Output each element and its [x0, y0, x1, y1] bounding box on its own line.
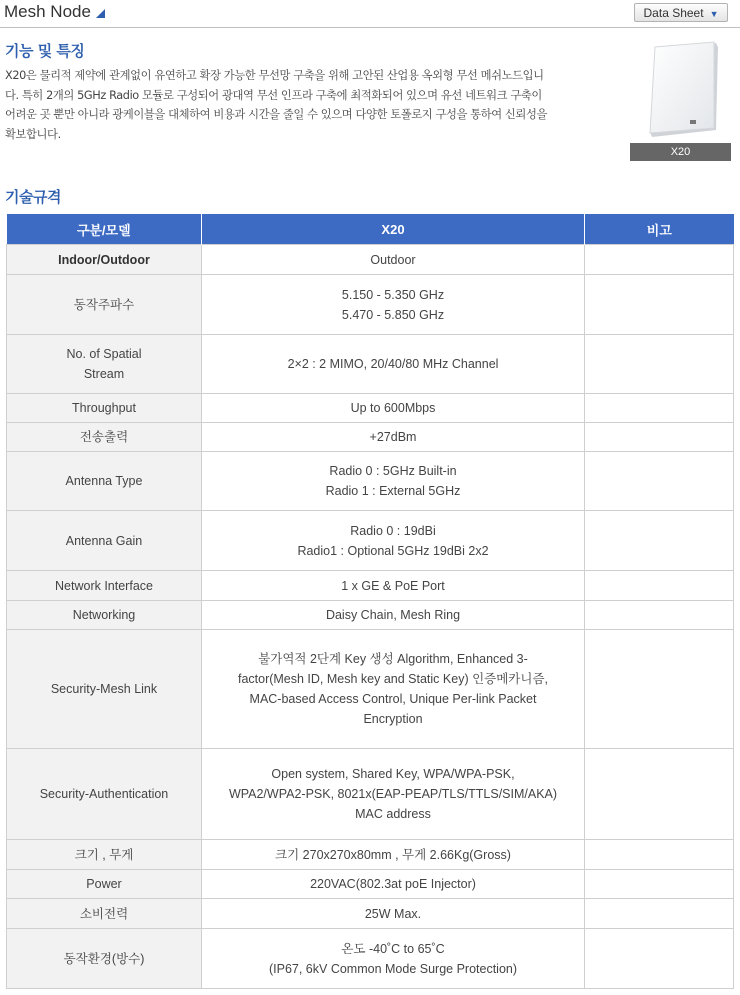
spec-label: Security-Mesh Link — [7, 630, 202, 749]
spec-label: Power — [7, 870, 202, 899]
spec-value-line: Up to 600Mbps — [350, 401, 436, 415]
spec-value — [202, 840, 585, 870]
spec-note — [585, 899, 734, 929]
spec-label: 전송출력 — [7, 423, 202, 452]
spec-value — [202, 899, 585, 929]
spec-value — [202, 275, 585, 335]
spec-value-line: 25W Max. — [364, 906, 422, 921]
table-row — [7, 840, 734, 870]
spec-label: Network Interface — [7, 571, 202, 601]
spec-note — [585, 749, 734, 840]
spec-value-line: Encryption — [363, 712, 423, 726]
features-heading: 기능 및 특징 — [5, 42, 85, 60]
spec-value — [202, 245, 585, 275]
spec-value — [202, 749, 585, 840]
spec-label: Networking — [7, 601, 202, 630]
spec-label: Throughput — [7, 394, 202, 423]
table-row — [7, 275, 734, 335]
spec-value — [202, 870, 585, 899]
spec-value-line: +27dBm — [369, 430, 417, 444]
spec-value-line: 5.150 - 5.350 GHz — [341, 287, 445, 302]
spec-value-line: Radio 0 : 5GHz Built-in — [329, 464, 457, 478]
table-row — [7, 870, 734, 899]
page-header — [0, 0, 740, 28]
spec-value — [202, 929, 585, 989]
spec-value-line: 불가역적 2단계 Key 생성 Algorithm, Enhanced 3- — [258, 652, 528, 666]
table-row — [7, 245, 734, 275]
spec-note — [585, 929, 734, 989]
spec-label: 소비전력 — [7, 899, 202, 929]
spec-label: 동작주파수 — [7, 275, 202, 335]
table-row — [7, 452, 734, 511]
spec-table — [6, 214, 734, 989]
table-row — [7, 749, 734, 840]
page-title: Mesh Node — [4, 2, 105, 22]
data-sheet-label: Data Sheet — [643, 6, 704, 20]
spec-value — [202, 394, 585, 423]
spec-value-line: Open system, Shared Key, WPA/WPA-PSK, — [271, 767, 515, 781]
table-row — [7, 511, 734, 571]
table-row — [7, 601, 734, 630]
spec-value — [202, 335, 585, 394]
spec-label: No. of Spatial Stream — [7, 335, 202, 394]
spec-label: 크기 , 무게 — [7, 840, 202, 870]
features-description: X20은 물리적 제약에 관계없이 유연하고 확장 가능한 무선망 구축을 위해 고안된 산업용 옥외형 무선 메쉬노드입니다. 특히 2개의 5GHz Radio 모듈로 구성되어 광대역 무선 인프라 구축에 최적화되어 있으며 유선 네트워크 구축이 어려운 곳 뿐만 아니라 광케이블을 대체하여 비용과 시간을 줄일 수 있으며 다양한 토폴로지 구성을 통하여 신뢰성을 확보합니다. — [5, 69, 547, 141]
table-row — [7, 394, 734, 423]
column-header-note: 비고 — [585, 214, 734, 245]
spec-value — [202, 511, 585, 571]
caret-down-icon: ▼ — [709, 9, 719, 19]
spec-value-line: Radio1 : Optional 5GHz 19dBi 2x2 — [297, 543, 489, 558]
spec-value-line: WPA2/WPA2-PSK, 8021x(EAP-PEAP/TLS/TTLS/SIM/AKA) — [228, 787, 558, 801]
spec-value-line: (IP67, 6kV Common Mode Surge Protection) — [268, 961, 518, 976]
table-row — [7, 571, 734, 601]
spec-label: Security-Authentication — [7, 749, 202, 840]
spec-value — [202, 423, 585, 452]
spec-value-line: Radio 0 : 19dBi — [350, 523, 436, 538]
spec-note — [585, 601, 734, 630]
spec-value-line: 2×2 : 2 MIMO, 20/40/80 MHz Channel — [287, 357, 499, 371]
column-header-model: X20 — [202, 214, 585, 245]
spec-header-row — [7, 214, 734, 245]
spec-value-line: 5.470 - 5.850 GHz — [341, 307, 445, 322]
data-sheet-dropdown[interactable] — [634, 3, 728, 22]
column-header-category: 구분/모델 — [7, 214, 202, 245]
table-row — [7, 899, 734, 929]
table-row — [7, 423, 734, 452]
spec-value-line: factor(Mesh ID, Mesh key and Static Key) 인증메카니즘, — [237, 672, 549, 686]
spec-note — [585, 394, 734, 423]
spec-value-line: 크기 270x270x80mm , 무게 2.66Kg(Gross) — [275, 847, 511, 862]
specs-heading: 기술규격 — [5, 188, 61, 206]
spec-value-line: MAC-based Access Control, Unique Per-link Packet — [249, 692, 537, 706]
table-row — [7, 335, 734, 394]
spec-note — [585, 840, 734, 870]
spec-label: 동작환경(방수) — [7, 929, 202, 989]
spec-note — [585, 571, 734, 601]
spec-value — [202, 452, 585, 511]
triangle-corner-icon — [96, 9, 105, 18]
spec-note — [585, 452, 734, 511]
spec-note — [585, 245, 734, 275]
spec-label: Antenna Type — [7, 452, 202, 511]
spec-note — [585, 275, 734, 335]
spec-value-line: Daisy Chain, Mesh Ring — [325, 608, 461, 622]
spec-value — [202, 601, 585, 630]
spec-note — [585, 870, 734, 899]
spec-note — [585, 511, 734, 571]
table-row — [7, 929, 734, 989]
spec-note — [585, 423, 734, 452]
spec-value-line: 220VAC(802.3at poE Injector) — [310, 877, 476, 891]
spec-value-line: MAC address — [355, 807, 431, 821]
product-thumbnail[interactable] — [630, 40, 731, 161]
spec-note — [585, 630, 734, 749]
spec-value-line: Radio 1 : External 5GHz — [325, 484, 461, 498]
spec-value-line: 1 x GE & PoE Port — [341, 578, 445, 593]
product-image — [630, 40, 731, 143]
spec-value-line: Outdoor — [370, 252, 416, 267]
spec-value — [202, 571, 585, 601]
table-row — [7, 630, 734, 749]
spec-label: Antenna Gain — [7, 511, 202, 571]
spec-label: Indoor/Outdoor — [7, 245, 202, 275]
product-caption: X20 — [630, 143, 731, 161]
spec-note — [585, 335, 734, 394]
spec-value — [202, 630, 585, 749]
spec-value-line: 온도 -40˚C to 65˚C — [341, 941, 445, 956]
